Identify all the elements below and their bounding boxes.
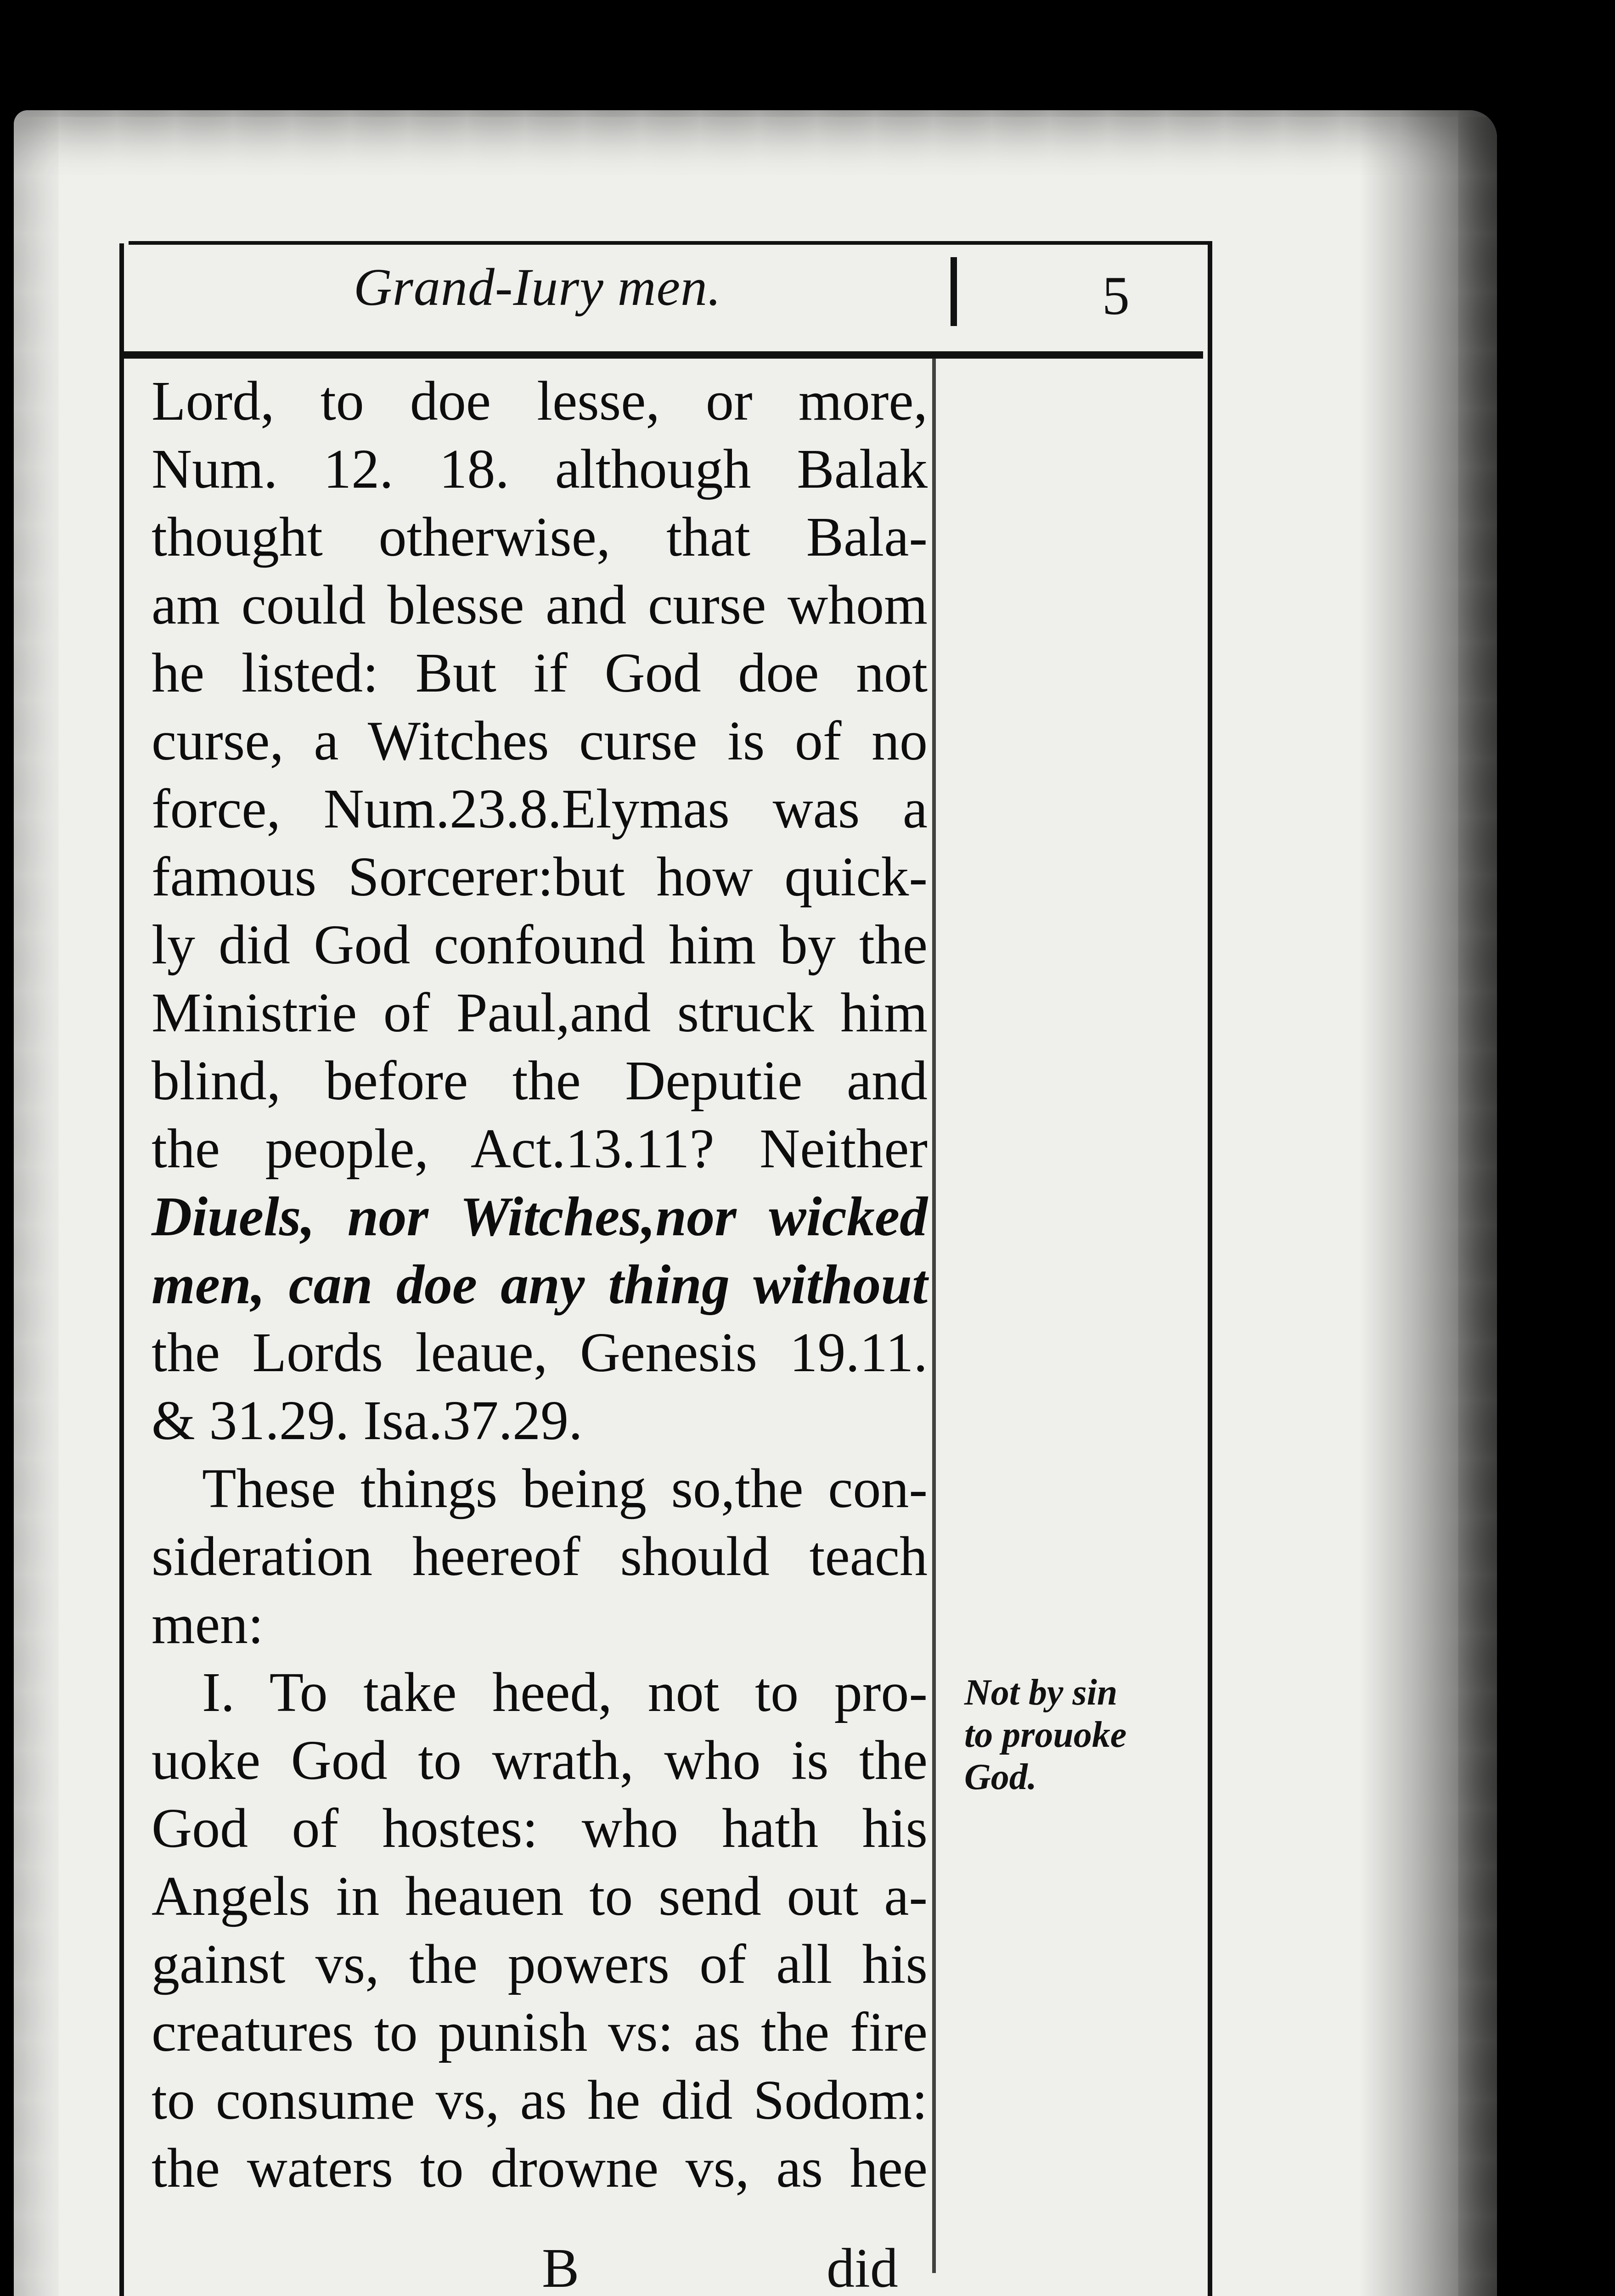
marginal-note-line: Not by sin xyxy=(964,1672,1118,1713)
text-line: famous Sorcerer:but how quick- xyxy=(152,846,928,908)
text-line: force, Num.23.8.Elymas was a xyxy=(152,778,928,840)
marginal-note-line: God. xyxy=(964,1757,1037,1797)
text-line: Ministrie of Paul,and struck him xyxy=(152,982,928,1044)
text-line: Num. 12. 18. although Balak xyxy=(152,438,928,500)
text-line: creatures to punish vs: as the fire xyxy=(152,2001,928,2063)
running-head-divider xyxy=(951,257,957,326)
catchword: did xyxy=(827,2237,898,2296)
text-line: uoke God to wrath, who is the xyxy=(152,1729,928,1791)
text-line: ly did God confound him by the xyxy=(152,914,928,976)
text-line: blind, before the Deputie and xyxy=(152,1050,928,1112)
text-line: I. To take heed, not to pro- xyxy=(202,1661,928,1723)
running-head-title: Grand-Iury men. xyxy=(354,258,722,317)
signature-mark: B xyxy=(542,2237,580,2296)
body-text xyxy=(152,367,928,2202)
text-line: the waters to drowne vs, as hee xyxy=(152,2137,928,2199)
text-line: he listed: But if God doe not xyxy=(152,642,928,704)
text-line: curse, a Witches curse is of no xyxy=(152,710,928,772)
text-line: Angels in heauen to send out a- xyxy=(152,1865,928,1927)
text-line: the Lords leaue, Genesis 19.11. xyxy=(152,1322,928,1384)
head-rule xyxy=(119,351,1203,359)
marginal-note xyxy=(964,1671,1162,1798)
text-line: to consume vs, as he did Sodom: xyxy=(152,2069,928,2131)
text-line: sideration heereof should teach xyxy=(152,1525,928,1587)
text-line: Diuels, nor Witches,nor wicked xyxy=(152,1186,928,1248)
text-line: am could blesse and curse whom xyxy=(152,574,928,636)
margin-rule xyxy=(932,358,936,2273)
text-line: thought otherwise, that Bala- xyxy=(152,506,928,568)
marginal-note-line: to prouoke xyxy=(964,1715,1127,1755)
text-line: God of hostes: who hath his xyxy=(152,1797,928,1859)
text-line: men: xyxy=(152,1593,264,1655)
text-line: These things being so,the con- xyxy=(202,1458,928,1519)
text-line: Lord, to doe lesse, or more, xyxy=(152,370,928,432)
text-line: the people, Act.13.11? Neither xyxy=(152,1118,928,1180)
text-line: & 31.29. Isa.37.29. xyxy=(152,1390,583,1452)
text-line: men, can doe any thing without xyxy=(152,1254,928,1316)
page-number: 5 xyxy=(1102,265,1130,326)
text-line: gainst vs, the powers of all his xyxy=(152,1933,928,1995)
